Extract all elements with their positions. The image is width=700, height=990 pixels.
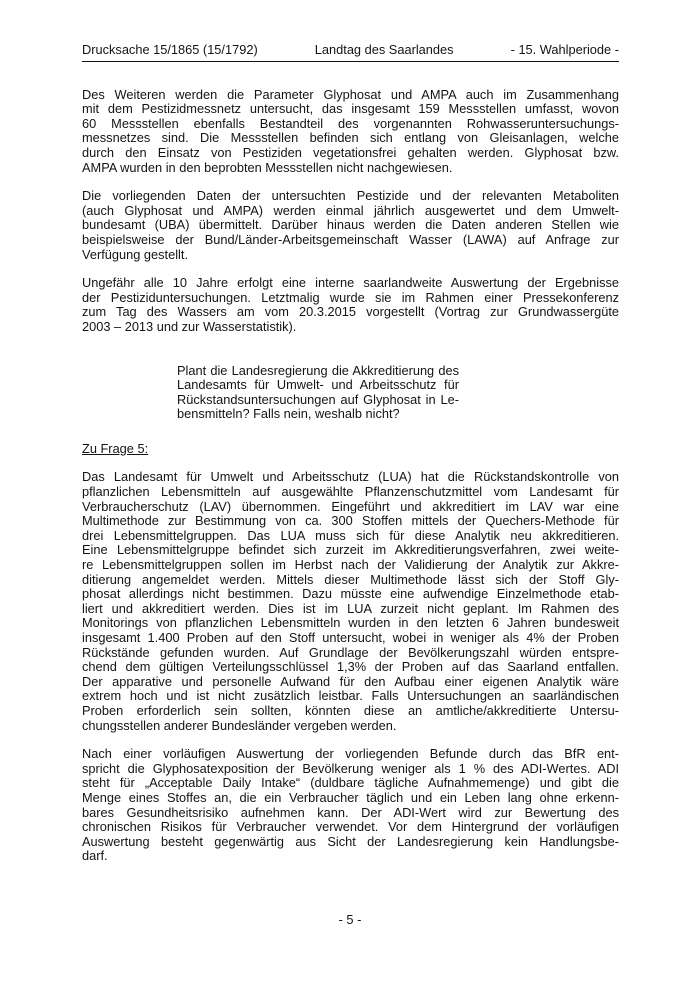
text-line: zum Tag des Wassers am vom 20.3.2015 vorgestellt (Vortrag zur Grundwassergüte	[82, 304, 619, 320]
text-line: messnetzes sind. Die Messstellen befinden sich entlang von Gleisanlagen, welche	[82, 130, 619, 146]
text-line: beispielsweise der Bund/Länder-Arbeitsgemeinschaft Wasser (LAWA) auf Anfrage zur	[82, 231, 619, 247]
paragraph	[82, 189, 619, 262]
text-line: Landesamts für Umwelt- und Arbeitsschutz für	[177, 377, 459, 393]
text-line: Ungefähr alle 10 Jahre erfolgt eine interne saarlandweite Auswertung der Ergebnisse	[82, 275, 619, 291]
page-footer	[0, 912, 700, 927]
text-line: Eine Lebensmittelgruppe befindet sich zurzeit im Akkreditierungsverfahren, zwei weite-	[82, 542, 619, 558]
text-line: Verfügung gestellt.	[82, 246, 189, 262]
document-content	[82, 0, 619, 864]
text-line: Der apparative und personelle Aufwand für den Aufbau einer eigenen Analytik wäre	[82, 673, 619, 689]
page-number: - 5 -	[338, 912, 362, 927]
page-header	[82, 43, 619, 62]
text-line: Die vorliegenden Daten der untersuchten Pestizide und der relevanten Metaboliten	[82, 188, 619, 204]
text-line: der Pestiziduntersuchungen. Letztmalig wurde sie im Rahmen einer Pressekonferenz	[82, 289, 619, 305]
text-line: Das Landesamt für Umwelt und Arbeitsschutz (LUA) hat die Rückstandskontrolle von	[82, 469, 619, 485]
text-line: Verbraucherschutz (LAV) übernommen. Eingeführt und akkreditiert im LAV war eine	[82, 498, 619, 514]
text-line: phosat allerdings nicht bestimmen. Dazu müsste eine aufwendige Einzelmethode etab-	[82, 586, 619, 602]
paragraph	[82, 747, 619, 864]
text-line: extrem hoch und ist nicht zusätzlich leistbar. Falls Untersuchungen an saarländischen	[82, 688, 619, 704]
header-title: Landtag des Saarlandes	[314, 42, 454, 57]
text-line: Plant die Landesregierung die Akkreditierung des	[177, 362, 459, 378]
text-line: drei Lebensmittelgruppen. Das LUA muss sich für diese Analytik neu akkreditieren.	[82, 527, 619, 543]
text-line: Menge eines Stoffes an, die ein Verbraucher täglich und ein Leben lang ohne erkenn-	[82, 789, 619, 805]
text-line: Proben erforderlich sein sollten, könnten diese an amtliche/akkreditierte Untersu-	[82, 702, 619, 718]
text-line: bares Gesundheitsrisiko aufnehmen kann. Der ADI-Wert wird zur Bewertung des	[82, 804, 619, 820]
paragraph	[82, 276, 619, 334]
text-line: (auch Glyphosat und AMPA) werden einmal jährlich ausgewertet und dem Umwelt-	[82, 202, 619, 218]
text-line: Monitorings von pflanzlichen Lebensmitteln wurden in den letzten 6 Jahren bundesweit	[82, 615, 619, 631]
text-line: mit dem Pestizidmessnetz untersucht, das insgesamt 159 Messstellen umfasst, wovon	[82, 101, 619, 117]
paragraph	[82, 470, 619, 733]
text-line: pflanzlichen Lebensmitteln auf ausgewählte Pflanzenschutzmittel vom Landesamt für	[82, 484, 619, 500]
paragraph	[82, 88, 619, 176]
text-line: chungsstellen anderer Bundesländer vergeben werden.	[82, 717, 397, 733]
text-line: 60 Messstellen ebenfalls Bestandteil des vorgenannten Rohwasseruntersuchungs-	[82, 115, 619, 131]
text-line: Multimethode zur Bestimmung von ca. 300 Stoffen mittels der Quechers-Methode für	[82, 513, 619, 529]
text-line: darf.	[82, 848, 108, 864]
text-line: Auswertung besteht gegenwärtig aus Sicht der Landesregierung kein Handlungsbe-	[82, 833, 619, 849]
text-line: steht für „Acceptable Daily Intake“ (duldbare tägliche Aufnahmemenge) und gibt die	[82, 775, 619, 791]
question-block	[177, 364, 459, 422]
text-line: chend dem gültigen Verteilungsschlüssel 1,3% der Proben auf das Saarland entfallen.	[82, 659, 619, 675]
text-line: Rückstände gefunden wurden. Auf Grundlage der Bevölkerungszahl würden entspre-	[82, 644, 619, 660]
text-line: Des Weiteren werden die Parameter Glyphosat und AMPA auch im Zusammenhang	[82, 86, 619, 102]
text-line: insgesamt 1.400 Proben auf den Stoff untersucht, wobei in weniger als 4% der Proben	[82, 630, 619, 645]
text-line: Rückstandsuntersuchungen auf Glyphosat in Le-	[177, 391, 459, 407]
text-line: spricht die Glyphosatexposition der Bevölkerung weniger als 1 % des ADI-Wertes. ADI	[82, 760, 619, 776]
text-line: durch den Einsatz von Pestiziden vegetationsfrei gehalten werden. Glyphosat bzw.	[82, 144, 619, 160]
text-line: 2003 – 2013 und zur Wasserstatistik).	[82, 318, 297, 334]
header-doc-number: Drucksache 15/1865 (15/1792)	[82, 42, 258, 57]
text-line: bensmitteln? Falls nein, weshalb nicht?	[177, 406, 400, 422]
text-line: bundesamt (UBA) übermittelt. Darüber hinaus werden die Daten anderen Stellen wie	[82, 217, 619, 233]
header-term: - 15. Wahlperiode -	[510, 42, 619, 57]
text-line: re Lebensmittelgruppen sollen im Herbst nach der Validierung der Analytik zur Akkre-	[82, 557, 619, 573]
text-line: chronischen Risikos für Verbraucher verwendet. Vor dem Hintergrund der vorläufigen	[82, 819, 619, 835]
text-line: Nach einer vorläufigen Auswertung der vorliegenden Befunde durch das BfR ent-	[82, 746, 619, 762]
text-line: ditierung angemeldet werden. Mittels dieser Multimethode lässt sich der Stoff Gly-	[82, 571, 619, 587]
text-line: AMPA wurden in den beprobten Messstellen nicht nachgewiesen.	[82, 159, 453, 175]
section-heading: Zu Frage 5:	[82, 440, 149, 456]
text-line: liert und akkreditiert werden. Dies ist im LUA zurzeit nicht geplant. Im Rahmen des	[82, 600, 619, 616]
